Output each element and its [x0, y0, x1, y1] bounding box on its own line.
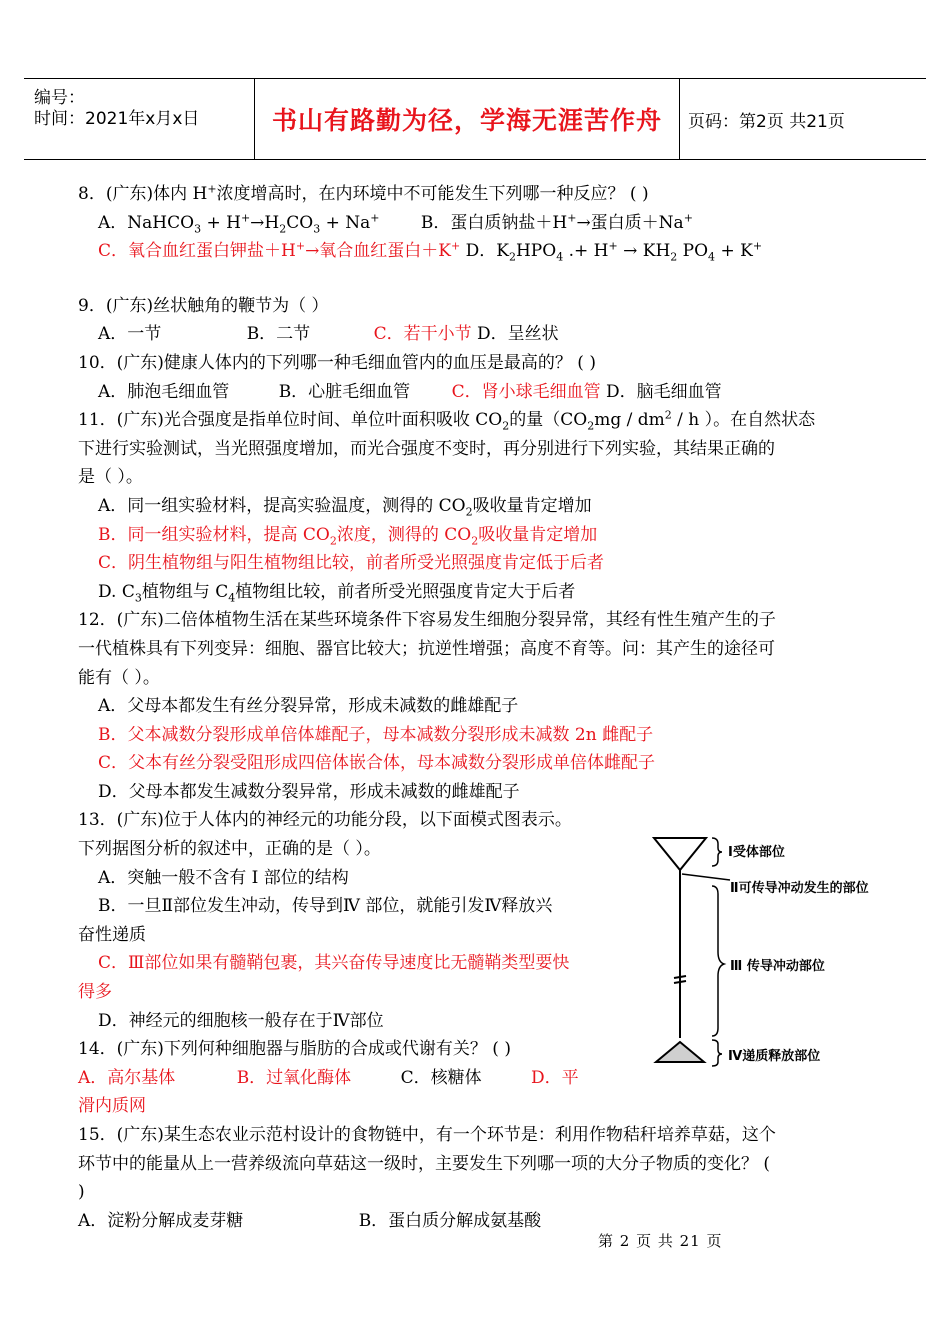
time-label: 时间：2021年x月x日	[34, 109, 200, 129]
q13-option-b-line1: B．一旦Ⅱ部位发生冲动，传导到Ⅳ 部位，就能引发Ⅳ释放兴	[98, 896, 553, 917]
q14-stem: 14．(广东)下列何种细胞器与脂肪的合成或代谢有关？ ( )	[78, 1039, 511, 1060]
q11-stem-line3: 是（ ）。	[78, 467, 143, 488]
q12-option-d: D．父母本都发生减数分裂异常，形成未减数的雌雄配子	[98, 781, 520, 802]
q15-stem-line1: 15．(广东)某生态农业示范村设计的食物链中，有一个环节是：利用作物秸秆培养草菇，这个	[78, 1125, 776, 1145]
receptor-triangle	[654, 838, 706, 870]
q11-option-b: B．同一组实验材料，提高 $CO_2$浓度，测得的 $CO_2$吸收量肯定增加	[98, 524, 598, 547]
q10-option-c: C．肾小球毛细血管	[451, 381, 601, 402]
q9-option-b: B．二节	[246, 324, 311, 345]
q10-option-b: B．心脏毛细血管	[278, 381, 411, 402]
q11-option-d: D. $C_3$植物组与 $C_4$植物组比较，前者所受光照强度肯定大于后者	[98, 581, 576, 605]
bracket-4	[712, 1040, 722, 1066]
q15-option-b: B．蛋白质分解成氨基酸	[358, 1210, 542, 1231]
q14-option-a: A．高尔基体	[78, 1067, 176, 1088]
q13-option-d: D．神经元的细胞核一般存在于Ⅳ部位	[98, 1010, 384, 1031]
neuron-shape	[654, 838, 706, 1062]
q9-stem: 9．(广东)丝状触角的鞭节为（ ）	[78, 295, 329, 316]
q9-option-c: C．若干小节	[373, 324, 472, 345]
q13-stem-line1: 13．(广东)位于人体内的神经元的功能分段，以下面模式图表示。	[78, 810, 572, 831]
q8-options-cd	[78, 237, 878, 266]
label-impulse-origin: Ⅱ可传导冲动发生的部位	[730, 881, 869, 896]
q8-option-b: B．蛋白质钠盐＋H+→蛋白质＋Na+	[420, 210, 693, 233]
q14-option-c: C．核糖体	[400, 1067, 482, 1088]
q13-option-a: A．突触一般不含有 I 部位的结构	[98, 867, 349, 888]
q14-option-d: D．平	[531, 1067, 579, 1088]
q8-option-d: D．$K_2HPO_4$ .+ $H^+ \to KH_2$ $PO_4 + K^+$	[465, 239, 763, 264]
q8-option-c: C．氧合血红蛋白钾盐＋H+→氧合血红蛋白＋K+	[98, 239, 461, 262]
q13-stem-line2: 下列据图分析的叙述中，正确的是（ ）。	[78, 839, 381, 860]
q8-options-ab	[78, 209, 878, 238]
q11-stem-line1: 11．(广东)光合强度是指单位时间、单位叶面积吸收 $CO_2$的量（$CO_2mg / dm^2$ / h ）。在自然状态	[78, 408, 816, 433]
q13-option-c-line1: C．Ⅲ部位如果有髓鞘包裹，其兴奋传导速度比无髓鞘类型要快	[98, 953, 570, 974]
q12-option-a: A．父母本都发生有丝分裂异常，形成未减数的雌雄配子	[98, 696, 519, 717]
q11-stem-line2: 下进行实验测试，当光照强度增加，而光合强度不变时，再分别进行下列实验，其结果正确的	[78, 438, 775, 459]
q8-option-a: A．NaHCO$_3$ + $H^+\to H_2CO_3 + Na^+$	[98, 210, 380, 235]
q11-option-a: A．同一组实验材料，提高实验温度，测得的 $CO_2$吸收量肯定增加	[98, 495, 592, 519]
q15-stem-line2: 环节中的能量从上一营养级流向草菇这一级时，主要发生下列哪一项的大分子物质的变化？ (	[78, 1153, 771, 1174]
label-receptor: Ⅰ受体部位	[728, 845, 785, 860]
q15-option-a: A．淀粉分解成麦芽糖	[78, 1210, 244, 1231]
q15-stem-line3: )	[78, 1182, 85, 1203]
q12-option-c: C．父本有丝分裂受阻形成四倍体嵌合体，母本减数分裂形成单倍体雌配子	[98, 753, 656, 774]
neuron-diagram	[648, 830, 898, 1070]
q9-option-a: A．一节	[98, 324, 162, 345]
q10-option-d: D．脑毛细血管	[606, 381, 722, 402]
bracket-1	[712, 838, 722, 866]
label-conduction: Ⅲ 传导冲动部位	[730, 959, 825, 974]
header-motto: 书山有路勤为径，学海无涯苦作舟	[254, 79, 680, 159]
label-transmitter: Ⅳ递质释放部位	[728, 1049, 821, 1064]
pointer-2	[682, 874, 730, 880]
terminal-triangle	[656, 1042, 704, 1062]
q9-option-d: D．呈丝状	[477, 324, 559, 345]
header-meta	[24, 79, 252, 159]
number-label: 编号：	[34, 88, 85, 108]
q11-option-c: C．阴生植物组与阳生植物组比较，前者所受光照强度肯定低于后者	[98, 553, 605, 574]
axon-break-2	[674, 981, 686, 983]
q10-stem: 10．(广东)健康人体内的下列哪一种毛细血管内的血压是最高的？ ( )	[78, 352, 596, 373]
q12-stem-line3: 能有（ ）。	[78, 667, 160, 688]
page-header	[24, 78, 926, 160]
question-list	[78, 180, 878, 1235]
axon-break-1	[674, 976, 686, 978]
q13-option-c-line2: 得多	[78, 982, 112, 1003]
q12-stem-line2: 一代植株具有下列变异：细胞、器官比较大；抗逆性增强；高度不育等。问：其产生的途径可	[78, 638, 775, 659]
page-footer: 第 2 页 共 21 页	[598, 1232, 723, 1250]
q8-stem: 8．(广东)体内 H+浓度增高时，在内环境中不可能发生下列哪一种反应？ ( )	[78, 182, 649, 204]
q10-options	[78, 378, 878, 407]
q10-option-a: A．肺泡毛细血管	[98, 381, 230, 402]
q12-stem-line1: 12．(广东)二倍体植物生活在某些环境条件下容易发生细胞分裂异常，其经有性生殖产生的子	[78, 610, 776, 631]
q12-option-b: B．父本减数分裂形成单倍体雄配子，母本减数分裂形成未减数 2n 雌配子	[98, 724, 654, 745]
q15-options	[78, 1207, 878, 1236]
q14-option-b: B．过氧化酶体	[236, 1067, 352, 1088]
q13-option-b-line2: 奋性递质	[78, 924, 146, 945]
header-page-info: 页码：第2页 共21页	[688, 111, 845, 132]
q14-option-d-line2: 滑内质网	[78, 1096, 146, 1117]
bracket-3	[712, 886, 724, 1036]
q9-options	[78, 320, 878, 349]
